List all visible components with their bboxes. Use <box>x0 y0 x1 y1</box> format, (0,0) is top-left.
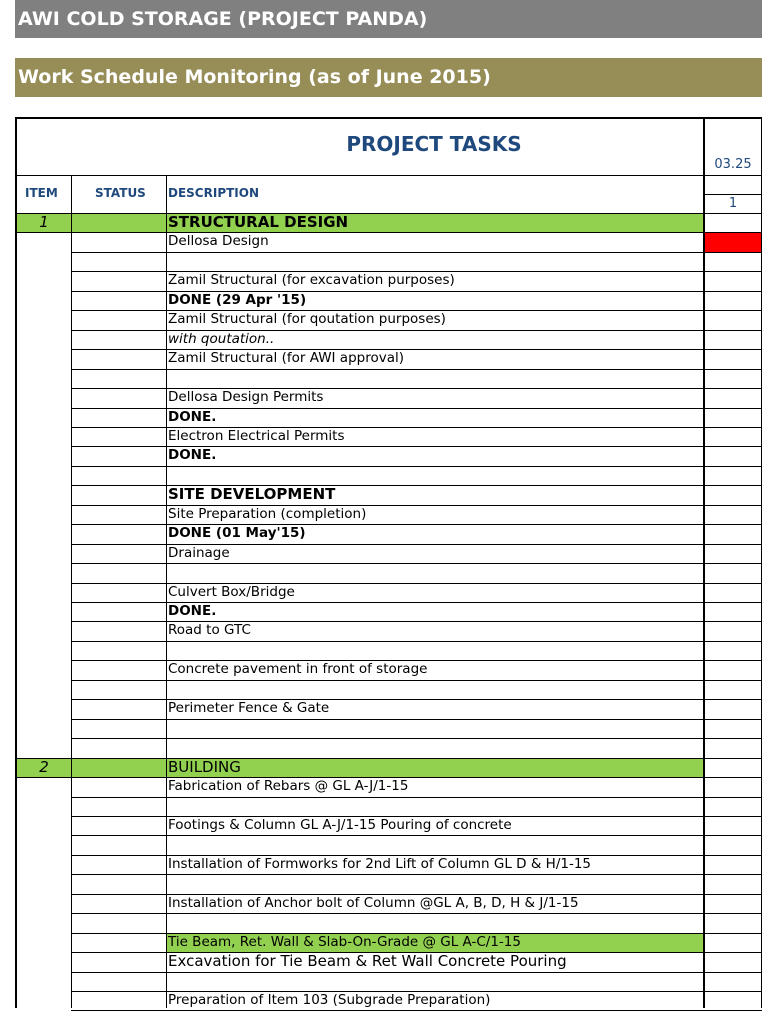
row-divider <box>71 388 762 389</box>
row-description: Installation of Formworks for 2nd Lift of Column GL D & H/1-15 <box>168 855 592 872</box>
row-divider <box>71 1010 762 1011</box>
row-divider <box>15 777 762 778</box>
row-divider <box>71 252 762 253</box>
row-divider <box>71 602 762 603</box>
item-number: 1 <box>39 213 49 231</box>
row-description: BUILDING <box>168 757 241 776</box>
row-description: DONE. <box>168 447 217 464</box>
row-divider <box>71 699 762 700</box>
table-top-border <box>15 117 762 119</box>
row-description: Site Preparation (completion) <box>168 505 367 522</box>
row-divider <box>71 797 762 798</box>
row-divider <box>71 952 762 953</box>
status-flag-red <box>704 232 761 251</box>
row-divider <box>71 855 762 856</box>
row-divider <box>71 874 762 875</box>
section-highlight <box>16 758 703 777</box>
column-header-status: STATUS <box>95 186 146 200</box>
row-description: STRUCTURAL DESIGN <box>168 213 349 231</box>
row-divider <box>15 213 762 214</box>
row-divider <box>71 427 762 428</box>
row-divider <box>71 913 762 914</box>
row-divider <box>71 894 762 895</box>
row-divider <box>15 232 762 233</box>
row-description: Footings & Column GL A-J/1-15 Pouring of concrete <box>168 816 512 833</box>
side-header-index: 1 <box>728 196 738 211</box>
row-divider <box>71 369 762 370</box>
row-divider <box>71 660 762 661</box>
row-divider <box>71 641 762 642</box>
row-description: Installation of Anchor bolt of Column @GL A, B, D, H & J/1-15 <box>168 894 579 911</box>
row-description: Culvert Box/Bridge <box>168 583 295 600</box>
header-divider <box>15 175 704 176</box>
row-description: DONE (01 May'15) <box>168 525 306 542</box>
row-description: Preparation of Item 103 (Subgrade Preparation) <box>168 992 491 1008</box>
side-divider-2 <box>703 194 762 195</box>
row-divider <box>71 719 762 720</box>
row-divider <box>71 524 762 525</box>
column-header-item: ITEM <box>25 186 58 200</box>
row-description: Fabrication of Rebars @ GL A-J/1-15 <box>168 778 409 795</box>
table-right-border <box>761 117 762 1008</box>
row-divider <box>71 466 762 467</box>
column-header-description: DESCRIPTION <box>168 186 260 200</box>
document-subtitle: Work Schedule Monitoring (as of June 2015) <box>15 58 762 97</box>
row-divider <box>71 485 762 486</box>
row-description: Dellosa Design Permits <box>168 389 324 406</box>
item-number: 2 <box>39 757 49 776</box>
column-divider-status <box>166 175 167 1008</box>
row-description: DONE. <box>168 408 217 425</box>
project-tasks-heading: PROJECT TASKS <box>346 132 522 156</box>
row-divider <box>15 758 762 759</box>
document-title: AWI COLD STORAGE (PROJECT PANDA) <box>15 0 762 38</box>
row-description: Electron Electrical Permits <box>168 427 345 444</box>
row-description: SITE DEVELOPMENT <box>168 485 336 504</box>
table-left-border <box>15 117 17 1008</box>
side-header-value: 03.25 <box>714 157 752 172</box>
row-divider <box>71 583 762 584</box>
row-divider <box>71 563 762 564</box>
row-description: Drainage <box>168 544 230 561</box>
row-description: DONE. <box>168 603 217 619</box>
row-divider <box>71 330 762 331</box>
row-divider <box>71 544 762 545</box>
row-description: Excavation for Tie Beam & Ret Wall Concrete Pouring <box>168 952 567 971</box>
row-divider <box>71 310 762 311</box>
row-description: Zamil Structural (for qoutation purposes) <box>168 311 446 328</box>
row-divider <box>71 505 762 506</box>
row-description: Dellosa Design <box>168 233 269 250</box>
row-divider <box>71 933 762 934</box>
row-divider <box>71 408 762 409</box>
section-highlight <box>16 213 703 232</box>
row-divider <box>71 271 762 272</box>
row-divider <box>71 991 762 992</box>
row-description: Zamil Structural (for excavation purposes) <box>168 272 455 289</box>
row-divider <box>71 621 762 622</box>
row-divider <box>71 446 762 447</box>
row-divider <box>71 816 762 817</box>
row-description: Zamil Structural (for AWI approval) <box>168 350 405 367</box>
side-divider-1 <box>703 175 762 176</box>
row-divider <box>71 835 762 836</box>
row-description: DONE (29 Apr '15) <box>168 291 307 308</box>
column-divider-item <box>71 175 72 1008</box>
row-divider <box>71 291 762 292</box>
row-description: Concrete pavement in front of storage <box>168 661 428 678</box>
row-description: Tie Beam, Ret. Wall & Slab-On-Grade @ GL A-C/1-15 <box>168 933 521 950</box>
row-divider <box>71 738 762 739</box>
row-divider <box>71 680 762 681</box>
row-divider <box>71 972 762 973</box>
row-description: Road to GTC <box>168 622 251 639</box>
row-description: with qoutation.. <box>168 330 275 347</box>
row-divider <box>71 349 762 350</box>
row-description: Perimeter Fence & Gate <box>168 700 330 717</box>
column-divider-description <box>703 117 705 1008</box>
